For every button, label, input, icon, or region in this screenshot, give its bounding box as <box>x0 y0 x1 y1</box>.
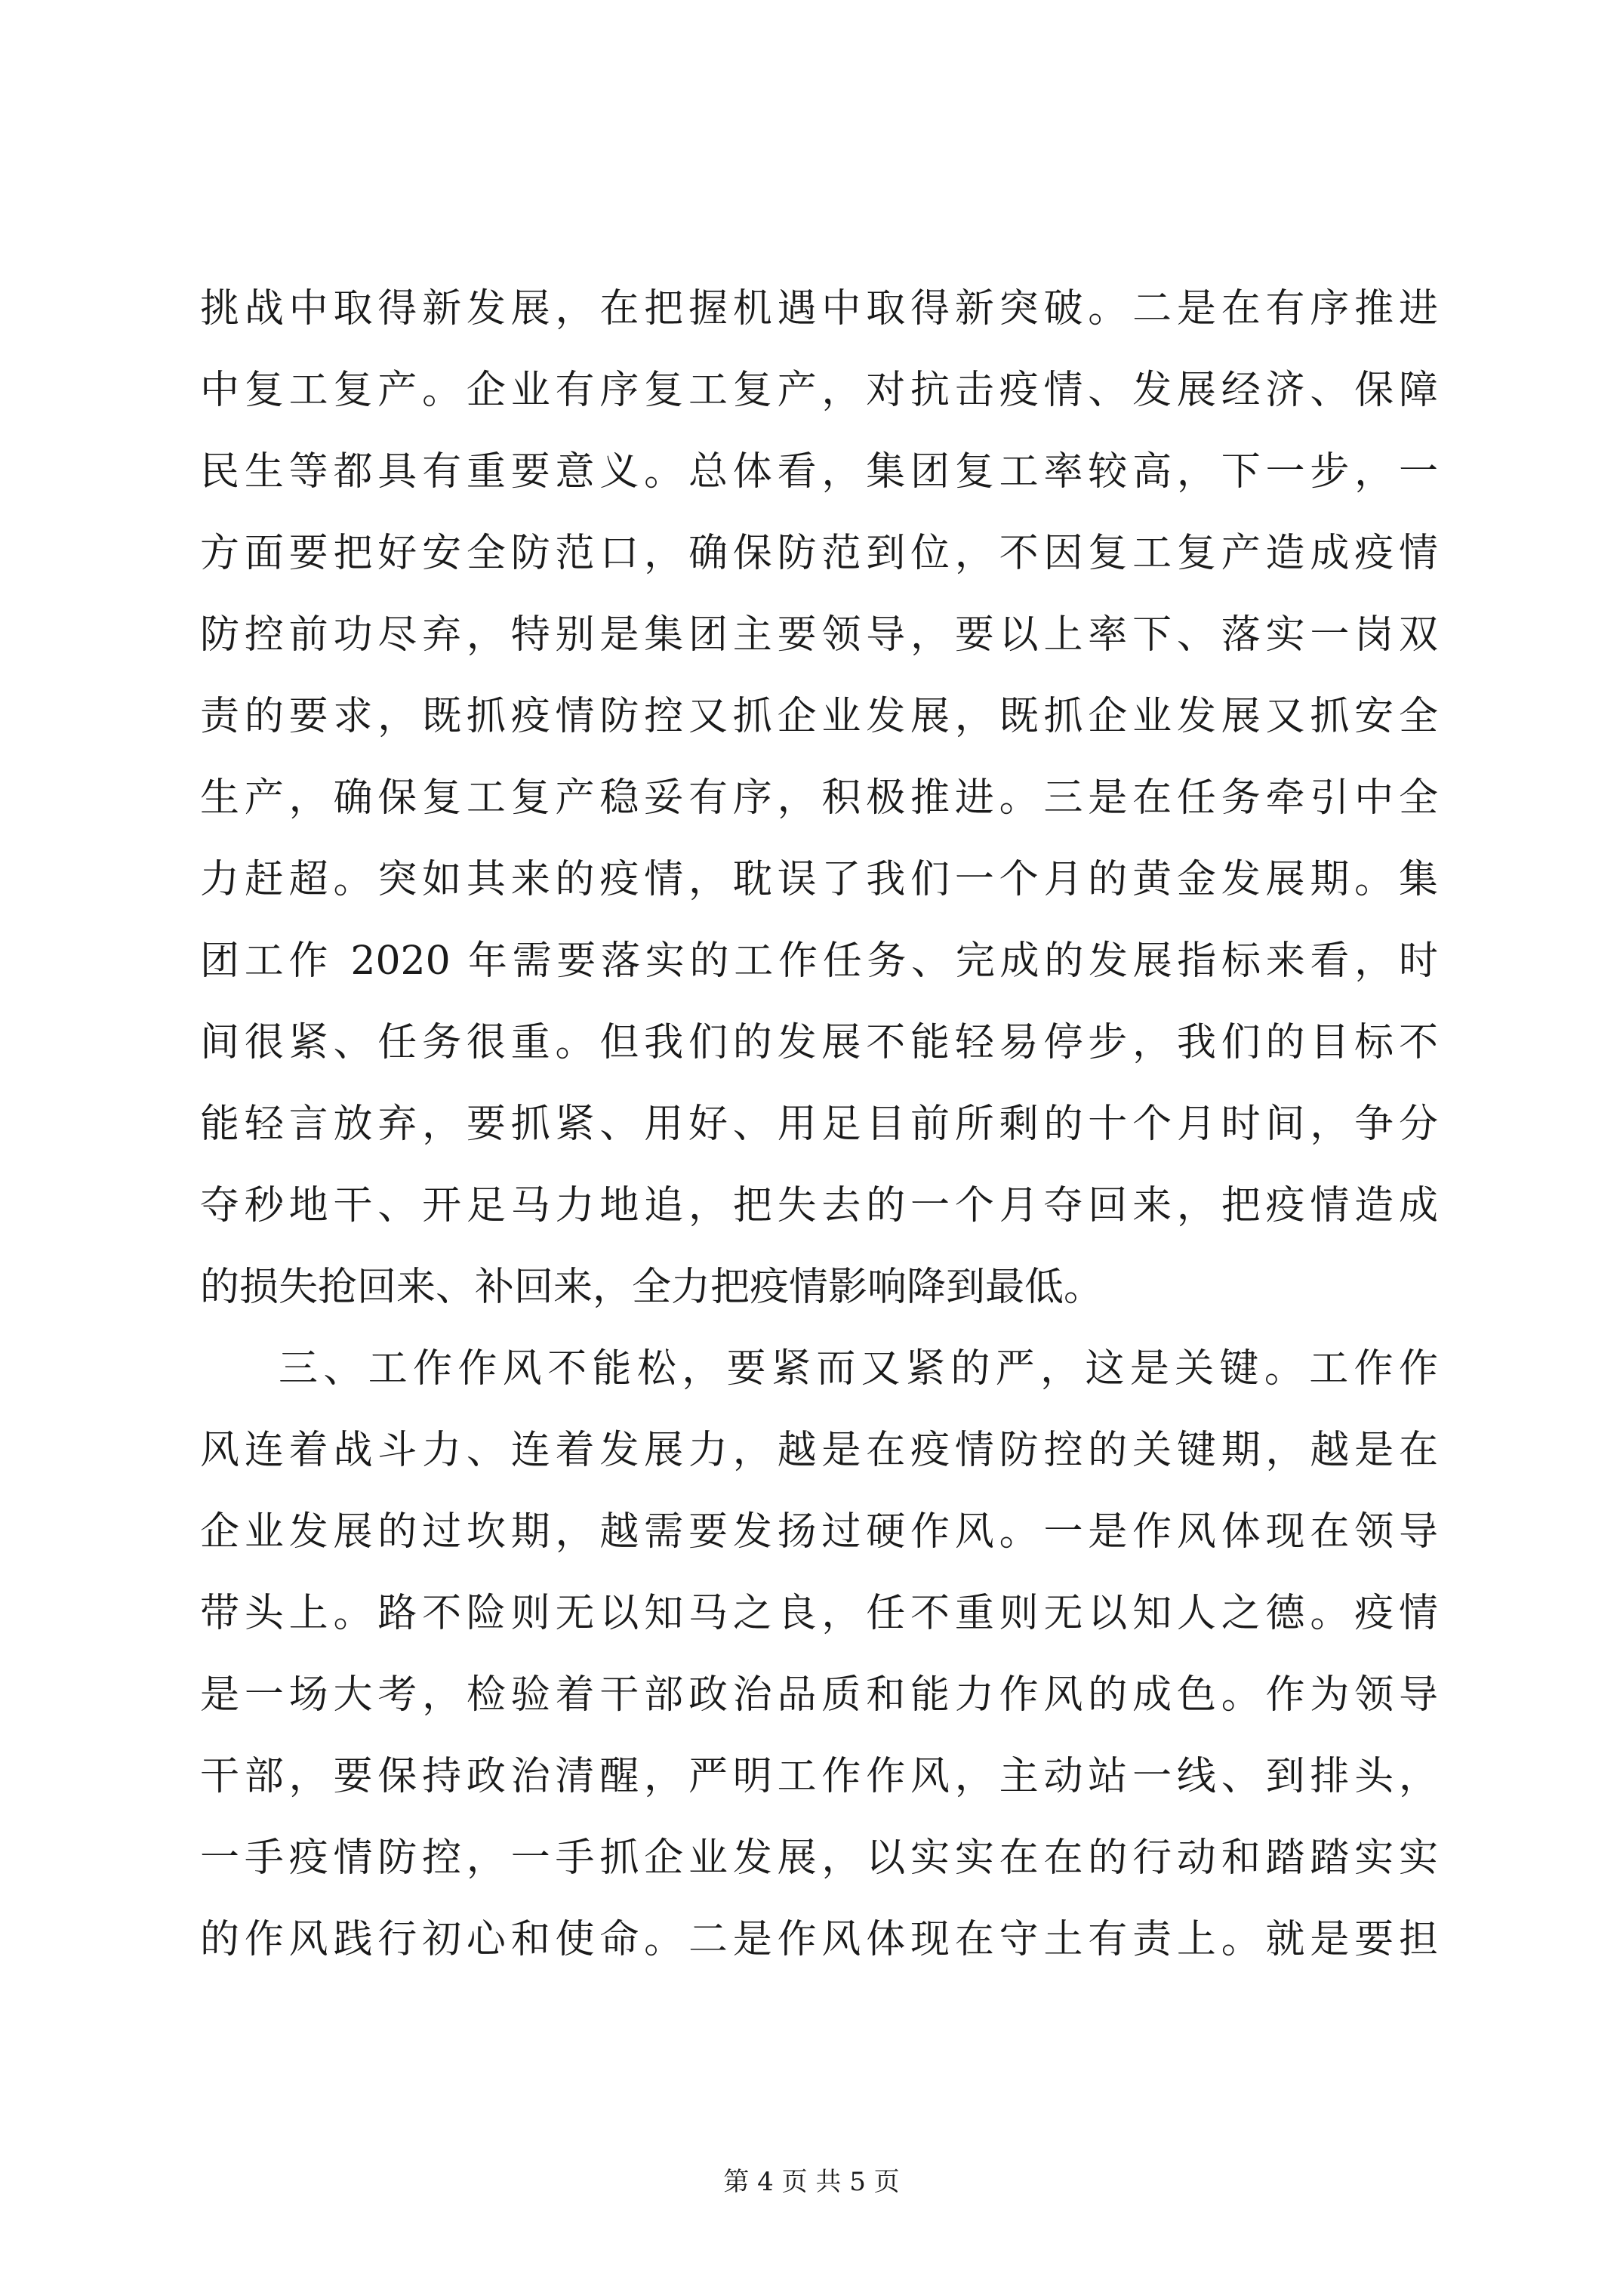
text-line: 企业发展的过坎期，越需要发扬过硬作风。一是作风体现在领导 <box>200 1509 1438 1555</box>
document-body <box>200 268 1438 1980</box>
text-line: 能轻言放弃，要抓紧、用好、用足目前所剩的十个月时间，争分 <box>200 1102 1438 1147</box>
text-line: 方面要把好安全防范口，确保防范到位，不因复工复产造成疫情 <box>200 531 1438 576</box>
text-line: 的损失抢回来、补回来，全力把疫情影响降到最低。 <box>200 1265 1104 1310</box>
text-line: 的作风践行初心和使命。二是作风体现在守土有责上。就是要担 <box>200 1917 1438 1962</box>
text-line: 团工作 2020 年需要落实的工作任务、完成的发展指标来看，时 <box>200 938 1438 984</box>
text-line: 一手疫情防控，一手抓企业发展，以实实在在的行动和踏踏实实 <box>200 1835 1438 1881</box>
section-heading-line: 三、工作作风不能松，要紧而又紧的严，这是关键。工作作 <box>279 1346 1438 1391</box>
text-line: 防控前功尽弃，特别是集团主要领导，要以上率下、落实一岗双 <box>200 612 1438 658</box>
text-line: 力赶超。突如其来的疫情，耽误了我们一个月的黄金发展期。集 <box>200 857 1438 902</box>
text-line: 干部，要保持政治清醒，严明工作作风，主动站一线、到排头， <box>200 1754 1438 1799</box>
text-line: 中复工复产。企业有序复工复产，对抗击疫情、发展经济、保障 <box>200 368 1438 413</box>
text-line: 责的要求，既抓疫情防控又抓企业发展，既抓企业发展又抓安全 <box>200 694 1438 739</box>
text-line: 间很紧、任务很重。但我们的发展不能轻易停步，我们的目标不 <box>200 1020 1438 1065</box>
text-line: 风连着战斗力、连着发展力，越是在疫情防控的关键期，越是在 <box>200 1428 1438 1473</box>
text-line: 生产，确保复工复产稳妥有序，积极推进。三是在任务牵引中全 <box>200 775 1438 821</box>
text-line: 带头上。路不险则无以知马之良，任不重则无以知人之德。疫情 <box>200 1591 1438 1636</box>
text-line: 挑战中取得新发展，在把握机遇中取得新突破。二是在有序推进 <box>200 286 1438 331</box>
text-line: 民生等都具有重要意义。总体看，集团复工率较高，下一步，一 <box>200 449 1438 495</box>
text-line: 夺秒地干、开足马力地追，把失去的一个月夺回来，把疫情造成 <box>200 1183 1438 1228</box>
text-line: 是一场大考，检验着干部政治品质和能力作风的成色。作为领导 <box>200 1672 1438 1718</box>
page-footer: 第 4 页 共 5 页 <box>723 2167 900 2197</box>
